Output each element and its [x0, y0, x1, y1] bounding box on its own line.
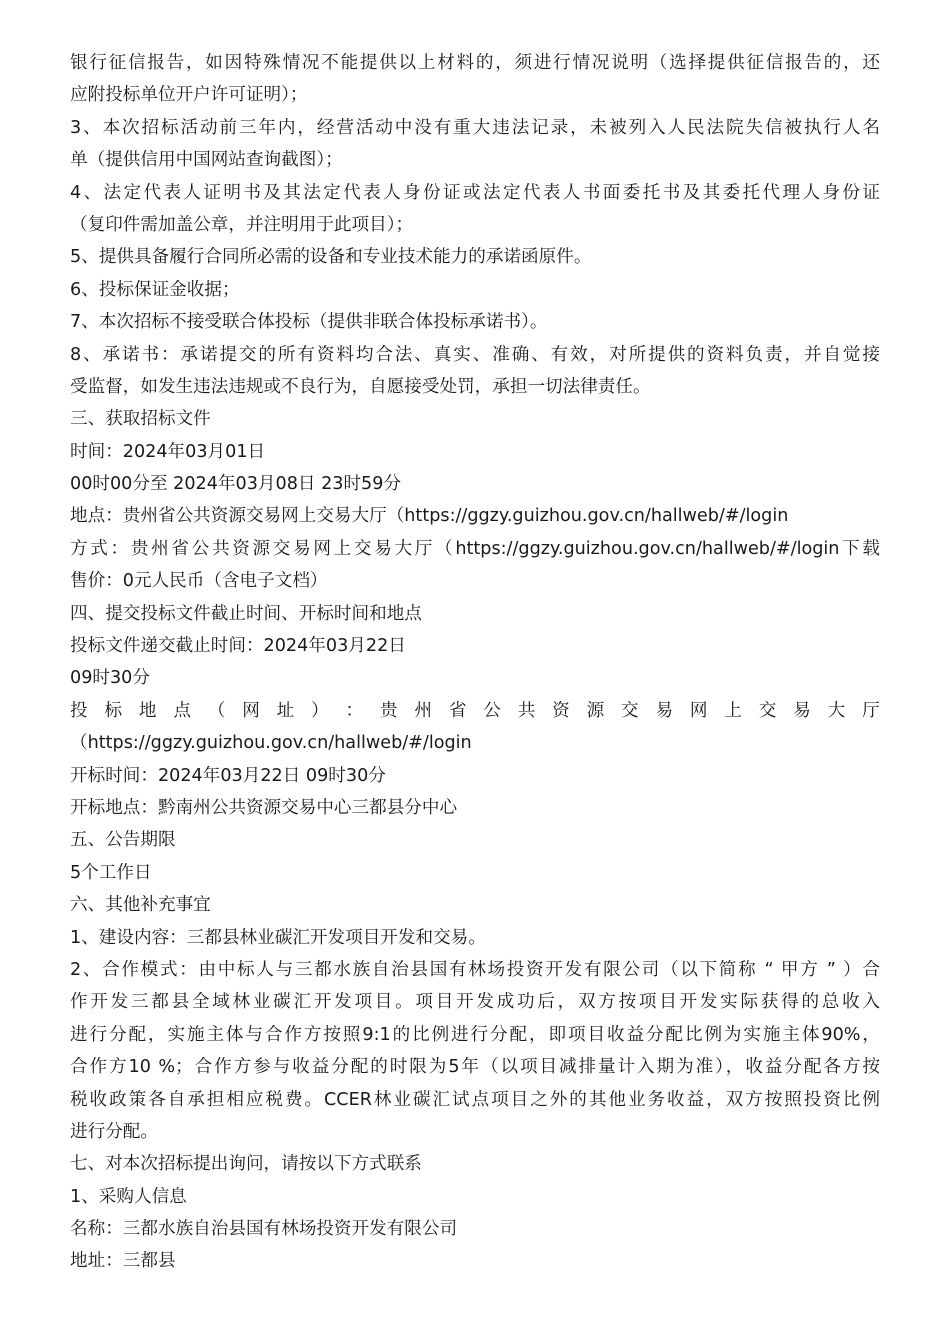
text-line: 5个工作日 — [70, 862, 152, 883]
text-line: 应附投标单位开户许可证明）； — [70, 85, 308, 106]
section-heading: 三、获取招标文件 — [70, 409, 211, 430]
text-line: 地点：贵州省公共资源交易网上交易大厅（https://ggzy.guizhou.gov.cn/hallweb/#/login — [70, 506, 789, 527]
text-line: 名称：三都水族自治县国有林场投资开发有限公司 — [70, 1219, 458, 1240]
document-body — [70, 47, 880, 1278]
text-line: 合作方10 %；合作方参与收益分配的时限为5年（以项目减排量计入期为准），收益分配各方按 — [70, 1057, 880, 1078]
text-line: 开标地点：黔南州公共资源交易中心三都县分中心 — [70, 797, 458, 818]
section-heading: 四、提交投标文件截止时间、开标时间和地点 — [70, 603, 422, 624]
text-line: 地址：三都县 — [70, 1251, 176, 1272]
section-heading: 七、对本次招标提出询问，请按以下方式联系 — [70, 1154, 422, 1175]
text-line: 1、采购人信息 — [70, 1186, 187, 1207]
text-line: 09时30分 — [70, 668, 150, 689]
text-line: 开标时间：2024年03月22日 09时30分 — [70, 765, 386, 786]
text-line: 6、投标保证金收据； — [70, 279, 240, 300]
text-line: 进行分配，实施主体与合作方按照9:1的比例进行分配，即项目收益分配比例为实施主体90%， — [70, 1024, 880, 1045]
text-line: 5、提供具备履行合同所必需的设备和专业技术能力的承诺函原件。 — [70, 247, 592, 268]
text-line: 2、合作模式：由中标人与三都水族自治县国有林场投资开发有限公司（以下简称 “ 甲方 ” ）合 — [70, 959, 880, 980]
text-line: 作开发三都县全域林业碳汇开发项目。项目开发成功后，双方按项目开发实际获得的总收入 — [70, 992, 880, 1013]
text-line: 3、本次招标活动前三年内，经营活动中没有重大违法记录，未被列入人民法院失信被执行人名 — [70, 117, 880, 138]
text-line: 单（提供信用中国网站查询截图）； — [70, 150, 343, 171]
text-line: 1、建设内容：三都县林业碳汇开发项目开发和交易。 — [70, 927, 486, 948]
text-line: 投 标 地 点 （ 网 址 ） ： 贵 州 省 公 共 资 源 交 易 网 上 交 易 大 厅 — [70, 700, 880, 721]
section-heading: 六、其他补充事宜 — [70, 895, 211, 916]
text-line: （复印件需加盖公章，并注明用于此项目）； — [70, 214, 414, 235]
text-line: 7、本次招标不接受联合体投标（提供非联合体投标承诺书）。 — [70, 312, 548, 333]
text-line: 投标文件递交截止时间：2024年03月22日 — [70, 636, 406, 657]
text-line: 8、承诺书：承诺提交的所有资料均合法、真实、准确、有效，对所提供的资料负责，并自觉接 — [70, 344, 880, 365]
text-line: 4、法定代表人证明书及其法定代表人身份证或法定代表人书面委托书及其委托代理人身份证 — [70, 182, 880, 203]
text-line: 售价：0元人民币（含电子文档） — [70, 571, 328, 592]
section-heading: 五、公告期限 — [70, 830, 176, 851]
text-line: 方式：贵州省公共资源交易网上交易大厅（https://ggzy.guizhou.gov.cn/hallweb/#/login下载 — [70, 538, 880, 559]
text-line: 税收政策各自承担相应税费。CCER林业碳汇试点项目之外的其他业务收益，双方按照投资比例 — [70, 1089, 880, 1110]
text-line: 进行分配。 — [70, 1121, 158, 1142]
text-line: 受监督，如发生违法违规或不良行为，自愿接受处罚，承担一切法律责任。 — [70, 376, 651, 397]
text-line: 00时00分至 2024年03月08日 23时59分 — [70, 474, 402, 495]
text-line: （https://ggzy.guizhou.gov.cn/hallweb/#/login — [70, 733, 472, 754]
text-line: 时间：2024年03月01日 — [70, 441, 266, 462]
text-line: 银行征信报告，如因特殊情况不能提供以上材料的，须进行情况说明（选择提供征信报告的，还 — [70, 53, 880, 73]
